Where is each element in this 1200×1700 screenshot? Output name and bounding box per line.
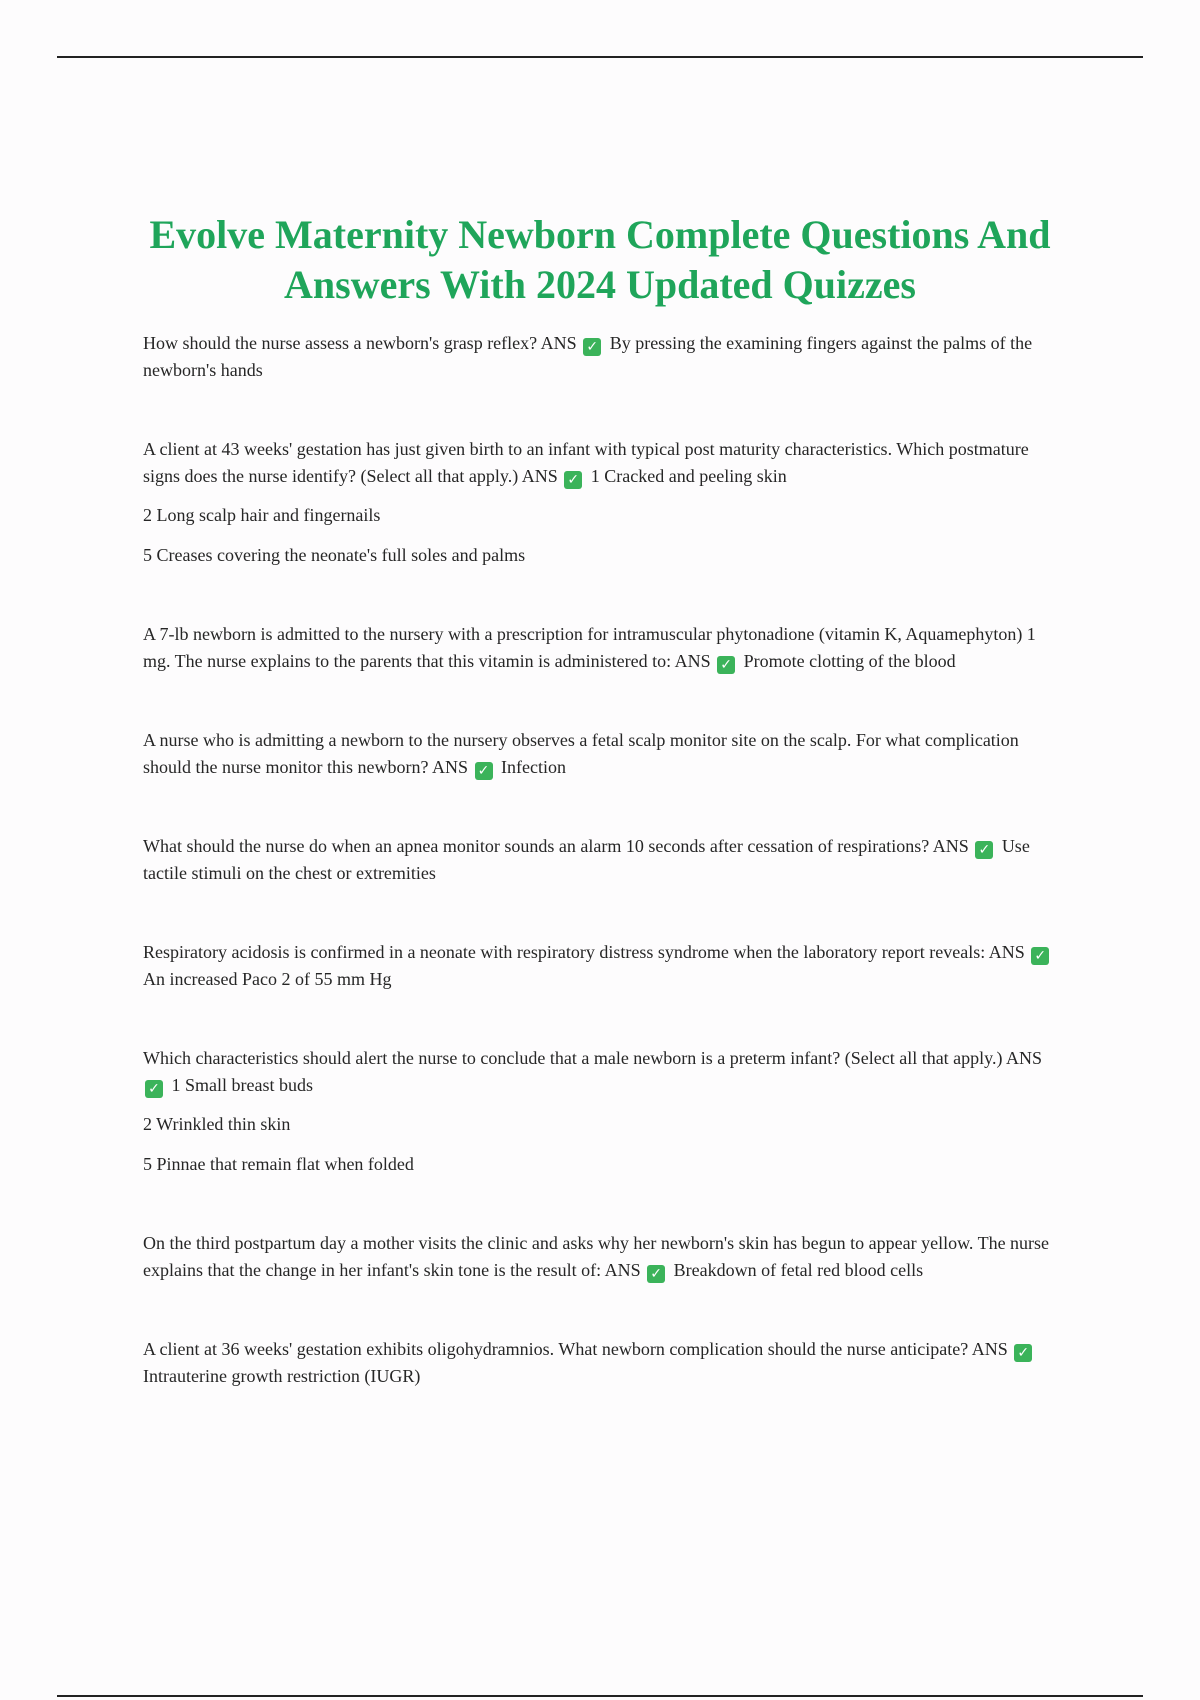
answer-text: Breakdown of fetal red blood cells xyxy=(673,1259,924,1280)
check-icon: ✓ xyxy=(564,471,582,489)
question-text: A nurse who is admitting a newborn to the nursery observes a fetal scalp monitor site on the scalp. For what complication should the nurse monitor this newborn? xyxy=(143,730,1019,777)
qa-item xyxy=(143,330,1063,383)
check-icon: ✓ xyxy=(1014,1344,1032,1362)
ans-label: ANS xyxy=(932,836,969,856)
check-icon: ✓ xyxy=(975,841,993,859)
answer-extra-line: 5 Pinnae that remain flat when folded xyxy=(143,1153,414,1174)
question-text: A client at 43 weeks' gestation has just given birth to an infant with typical post maturity characteristics. Which postmature signs does the nurse identify? (Select all that apply.) xyxy=(143,439,1029,486)
qa-item xyxy=(143,1045,1063,1177)
qa-question-line xyxy=(143,727,1063,780)
ans-label: ANS xyxy=(971,1339,1008,1359)
question-text: How should the nurse assess a newborn's grasp reflex? xyxy=(143,333,538,353)
qa-question-line xyxy=(143,1045,1063,1098)
check-icon: ✓ xyxy=(475,762,493,780)
qa-item xyxy=(143,1230,1063,1283)
ans-label: ANS xyxy=(674,650,711,671)
answer-extra-line: 2 Wrinkled thin skin xyxy=(143,1114,291,1134)
qa-question-line xyxy=(143,1336,1063,1389)
qa-item xyxy=(143,621,1063,674)
question-text: A 7-lb newborn is admitted to the nursery with a prescription for intramuscular phytonadione (vitamin K, Aquamephyton) 1 mg. The nurse explains to the parents that this vitamin is administered to: xyxy=(143,624,1036,671)
ans-label: ANS xyxy=(988,942,1025,962)
ans-label: ANS xyxy=(540,333,577,353)
ans-label: ANS xyxy=(1006,1048,1043,1068)
qa-item xyxy=(143,436,1063,568)
answer-text: Intrauterine growth restriction (IUGR) xyxy=(143,1365,421,1386)
answer-text: Promote clotting of the blood xyxy=(743,650,956,671)
qa-question-line xyxy=(143,330,1063,383)
qa-item xyxy=(143,1336,1063,1389)
top-rule xyxy=(57,56,1143,58)
answer-text: 1 Small breast buds xyxy=(171,1074,313,1095)
ans-label: ANS xyxy=(431,756,468,777)
answer-text: An increased Paco 2 of 55 mm Hg xyxy=(143,968,392,989)
document-title: Evolve Maternity Newborn Complete Questions And Answers With 2024 Updated Quizzes xyxy=(149,212,1051,307)
answer-text: By pressing the examining fingers against the palms of the newborn's hands xyxy=(143,333,1033,380)
qa-question-line xyxy=(143,621,1063,674)
check-icon: ✓ xyxy=(717,656,735,674)
question-text: Respiratory acidosis is confirmed in a neonate with respiratory distress syndrome when the laboratory report reveals: xyxy=(143,942,986,962)
bottom-rule xyxy=(57,1695,1143,1697)
qa-question-line xyxy=(143,833,1063,886)
answer-text: Use tactile stimuli on the chest or extremities xyxy=(143,836,1030,883)
question-text: A client at 36 weeks' gestation exhibits oligohydramnios. What newborn complication should the nurse anticipate? xyxy=(143,1339,969,1359)
ans-label: ANS xyxy=(604,1259,641,1280)
check-icon: ✓ xyxy=(583,338,601,356)
check-icon: ✓ xyxy=(145,1080,163,1098)
check-icon: ✓ xyxy=(647,1265,665,1283)
qa-item xyxy=(143,727,1063,780)
question-text: What should the nurse do when an apnea monitor sounds an alarm 10 seconds after cessation of respirations? xyxy=(143,836,930,856)
question-text: Which characteristics should alert the nurse to conclude that a male newborn is a preterm infant? (Select all that apply.) xyxy=(143,1048,1003,1068)
answer-extra-line: 5 Creases covering the neonate's full soles and palms xyxy=(143,544,526,565)
answer-text: Infection xyxy=(501,756,566,777)
answer-text: 1 Cracked and peeling skin xyxy=(590,465,787,486)
qa-question-line xyxy=(143,436,1063,489)
answer-extra-line: 2 Long scalp hair and fingernails xyxy=(143,505,381,525)
question-text: On the third postpartum day a mother visits the clinic and asks why her newborn's skin has begun to appear yellow. The nurse explains that the change in her infant's skin tone is the result of: xyxy=(143,1233,1050,1280)
qa-list xyxy=(143,330,1063,1389)
check-icon: ✓ xyxy=(1031,947,1049,965)
ans-label: ANS xyxy=(521,465,558,486)
qa-item xyxy=(143,833,1063,886)
qa-item xyxy=(143,939,1063,992)
qa-question-line xyxy=(143,1230,1063,1283)
qa-question-line xyxy=(143,939,1063,992)
